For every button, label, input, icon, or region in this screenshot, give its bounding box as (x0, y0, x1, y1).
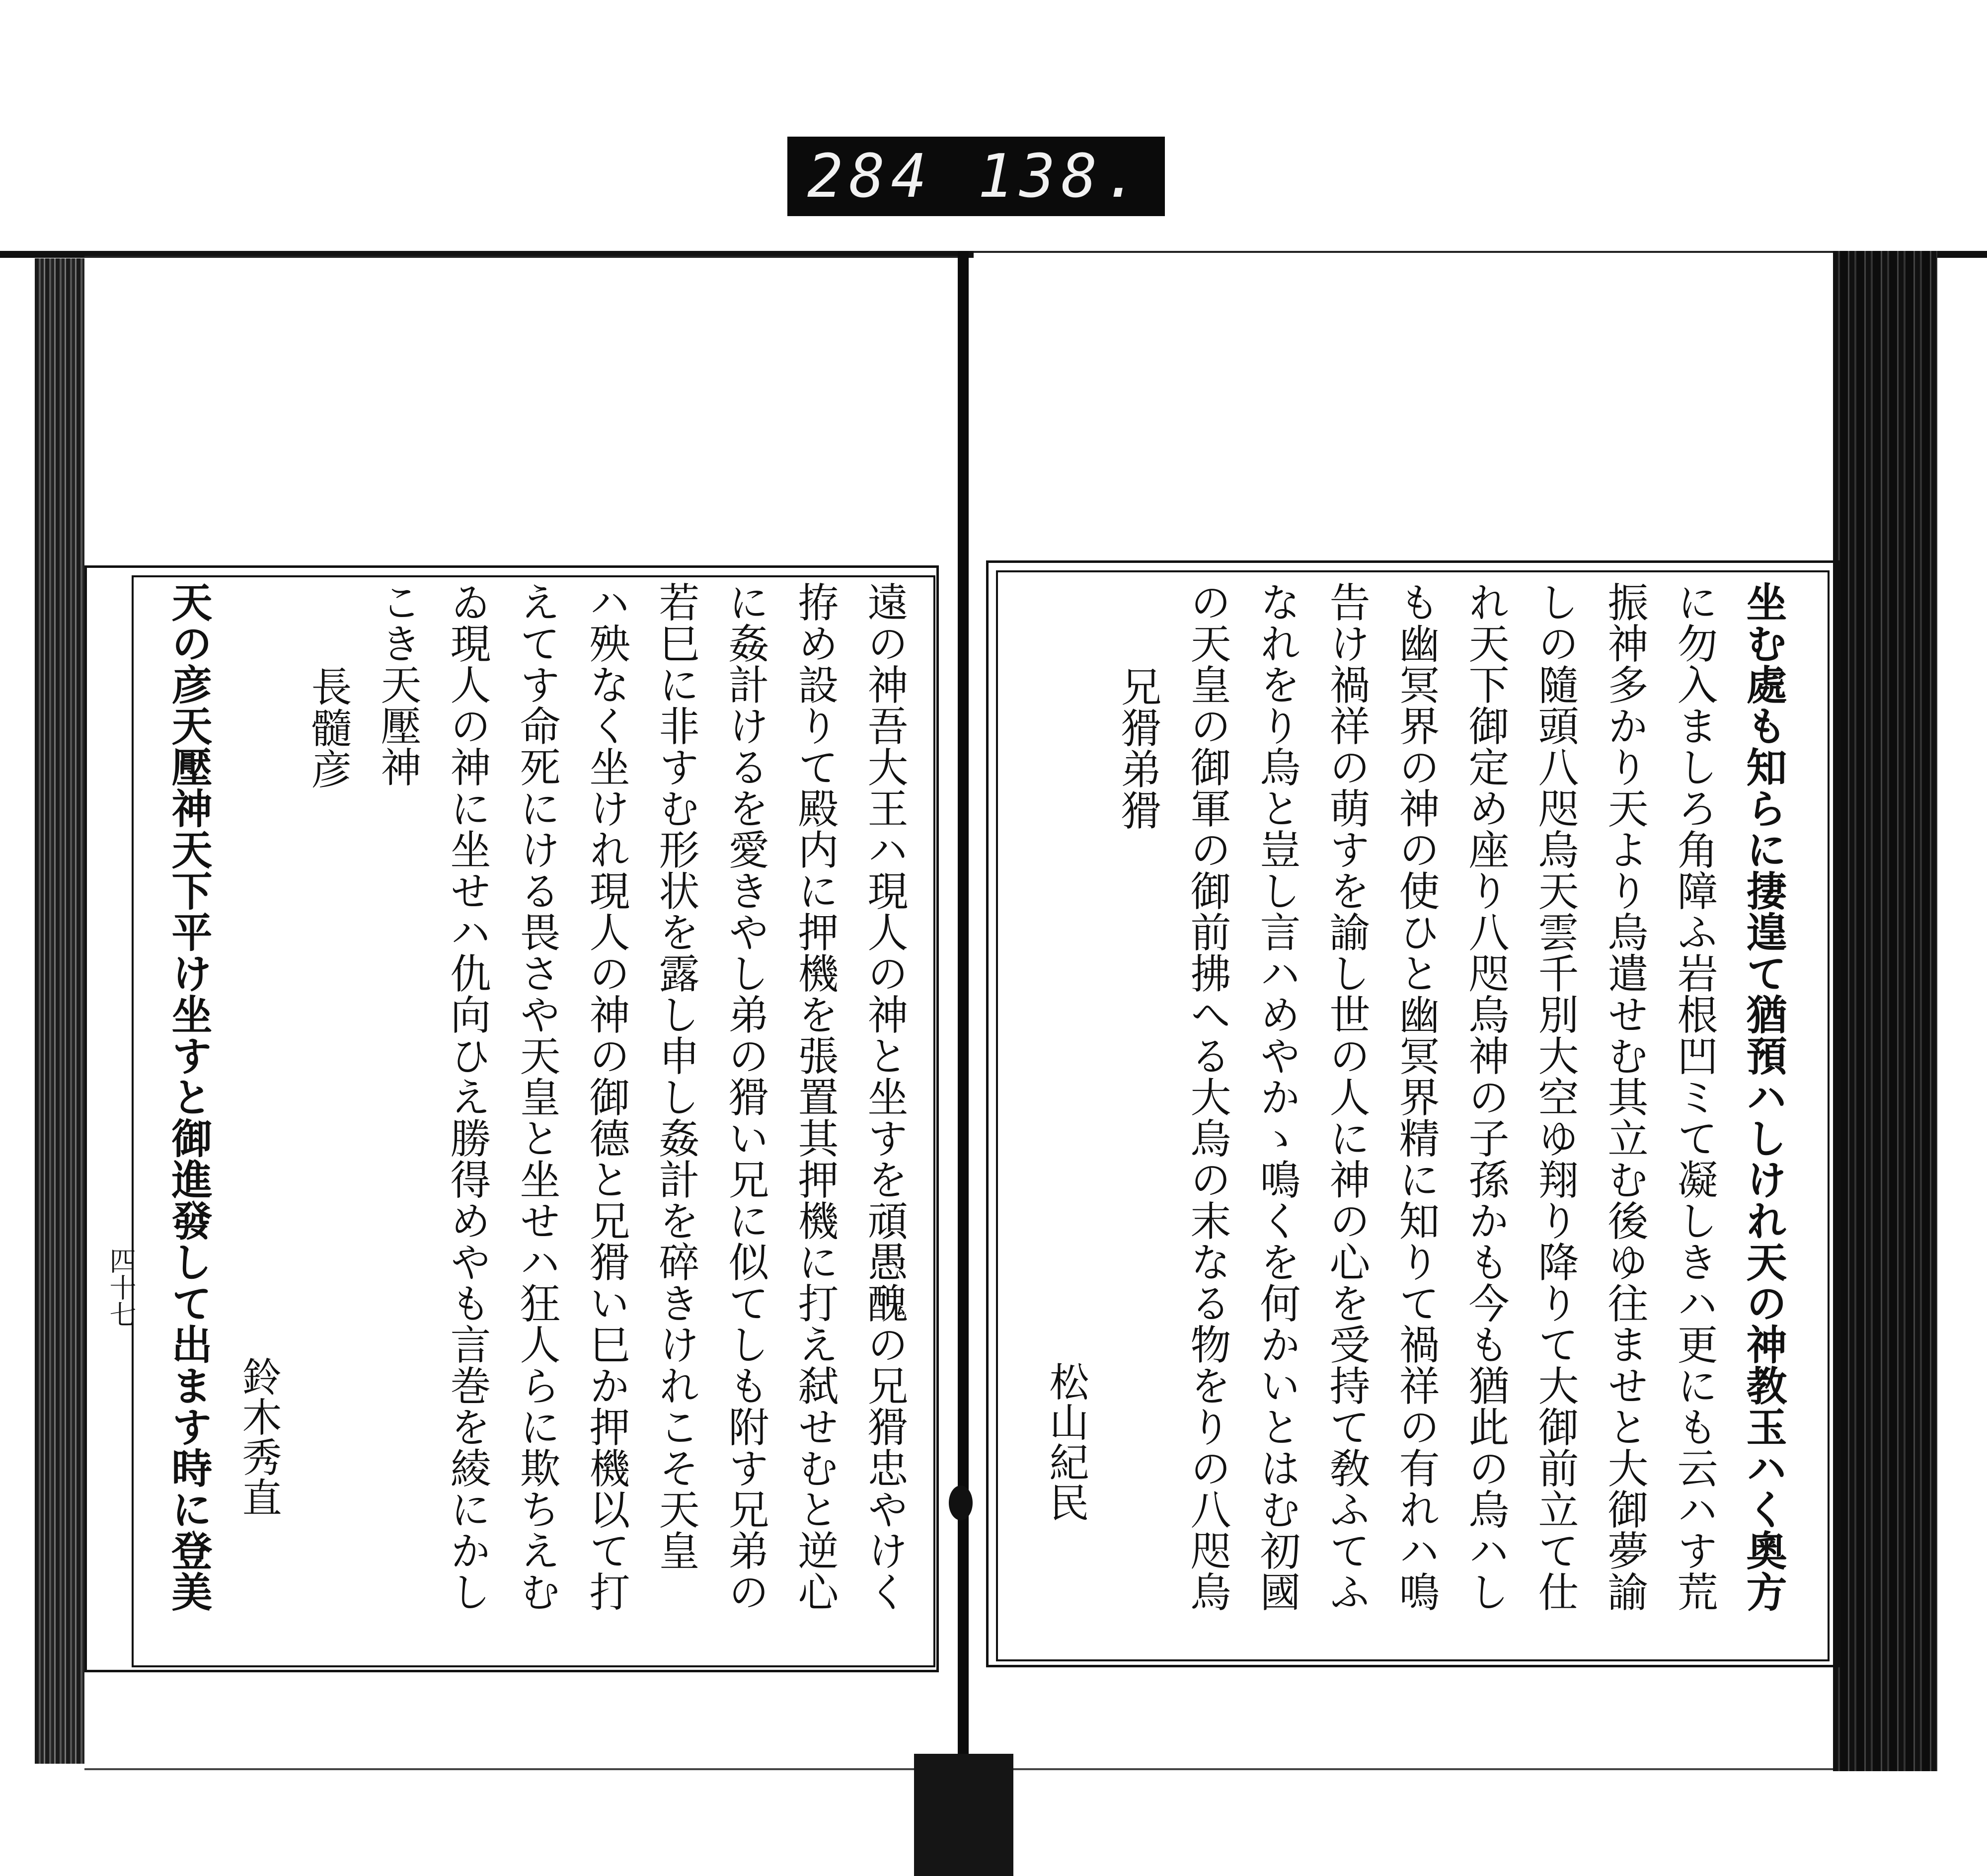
left-author: 鈴木秀直 (235, 1356, 282, 1517)
right-heading: 兄猾弟猾 (1114, 666, 1161, 831)
left-col-1: 遠の神吾大王ハ現人の神と坐すを頑愚醜の兄猾忠やけく (861, 581, 908, 1612)
left-col-4: 若巳に非すむ形状を露し申し姦計を碎きけれこそ天皇 (652, 581, 699, 1571)
left-col-last: 天の彦天壓神天下平け坐すと御進發して出ます時に登美 (165, 581, 213, 1612)
right-page-edge (1833, 251, 1937, 1771)
right-col-1: 坐む處も知らに捿遑て猶預ハしけれ天の神教玉ハく奧方 (1740, 581, 1787, 1612)
right-col-2: に勿入ましろ角障ふ岩根凹ミて凝しきハ更にも云ハす荒 (1671, 581, 1718, 1612)
left-col-5: ハ殃なく坐けれ現人の神の御德と兄猾い巳か押機以て打 (583, 581, 630, 1612)
right-col-3: 振神多かり天より烏遣せむ其立む後ゆ往ませと大御夢諭 (1601, 581, 1648, 1612)
right-col-5: れ天下御定め座り八咫烏神の子孫かも今も猶此の烏ハし (1462, 581, 1509, 1612)
right-col-4: しの隨頭八咫烏天雲千別大空ゆ翔り降りて大御前立て仕 (1531, 581, 1579, 1612)
left-col-3: に姦計けるを愛きやし弟の猾い兄に似てしも附す兄弟の (722, 581, 769, 1612)
right-col-7: 告け禍祥の萌すを諭し世の人に神の心を受持て敎ふてふ (1323, 581, 1370, 1612)
page-folio: 四十七 (105, 1247, 137, 1328)
call-number-right: 138. (978, 142, 1145, 211)
left-heading-author: 長髓彦 (305, 666, 352, 789)
left-col-8: こき天壓神 (374, 581, 421, 787)
call-number-label (787, 137, 1165, 216)
gutter-binding-mark (949, 1485, 973, 1520)
right-col-9: の天皇の御軍の御前拂へる大烏の末なる物をりの八咫烏 (1184, 581, 1231, 1612)
right-col-8: なれをり烏と豈し言ハめやかゝ鳴くを何かいとはむ初國 (1253, 581, 1300, 1612)
book-gutter (958, 251, 969, 1876)
left-col-2: 拵め設りて殿内に押機を張置其押機に打え弑せむと逆心 (791, 581, 839, 1612)
gutter-shadow (914, 1754, 1013, 1876)
right-col-6: も幽冥界の神の使ひと幽冥界精に知りて禍祥の有れハ鳴 (1392, 581, 1440, 1612)
left-col-6: えてす命死にける畏さや天皇と坐せハ狂人らに欺ちえむ (513, 581, 560, 1612)
left-page-edge (35, 258, 92, 1764)
call-number-left: 284 (807, 142, 933, 211)
right-author: 松山紀民 (1043, 1361, 1089, 1522)
left-col-7: ゐ現人の神に坐せハ仇向ひえ勝得めやも言巻を綾にかし (444, 581, 491, 1612)
